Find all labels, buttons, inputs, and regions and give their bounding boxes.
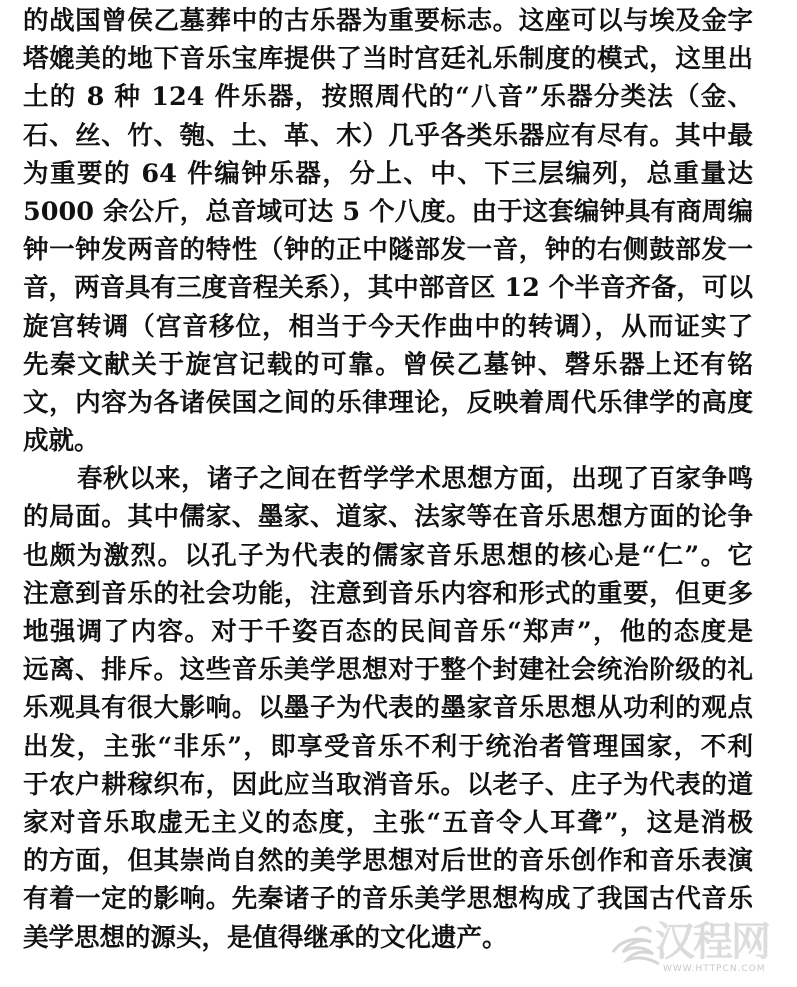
text-line: 塔媲美的地下音乐宝库提供了当时宫廷礼乐制度的模式，这里出 <box>23 44 753 75</box>
text-line: 也颇为激烈。以孔子为代表的儒家音乐思想的核心是“仁”。它 <box>23 540 753 571</box>
text-line: 家对音乐取虚无主义的态度，主张“五音令人耳聋”，这是消极 <box>23 807 753 838</box>
text-line: 成就。 <box>23 426 100 457</box>
paragraph-1 <box>23 2 753 460</box>
text-line: 美学思想的源头，是值得继承的文化遗产。 <box>23 922 508 953</box>
watermark <box>655 920 795 980</box>
paragraph-2 <box>23 460 753 956</box>
text-line: 有着一定的影响。先秦诸子的音乐美学思想构成了我国古代音乐 <box>23 884 753 915</box>
text-line: 出发，主张“非乐”，即享受音乐不利于统治者管理国家，不利 <box>23 731 753 762</box>
text-line: 石、丝、竹、匏、土、革、木）几乎各类乐器应有尽有。其中最 <box>23 120 753 151</box>
watermark-url: WWW.HTTPCN.COM <box>663 964 766 974</box>
text-line: 乐观具有很大影响。以墨子为代表的墨家音乐思想从功利的观点 <box>23 693 753 724</box>
text-line: 于农户耕稼织布，因此应当取消音乐。以老子、庄子为代表的道 <box>23 769 753 800</box>
text-line: 注意到音乐的社会功能，注意到音乐内容和形式的重要，但更多 <box>23 578 753 609</box>
text-line: 的战国曾侯乙墓葬中的古乐器为重要标志。这座可以与埃及金字 <box>23 6 753 36</box>
watermark-logo-text: 汉程网 <box>655 919 769 965</box>
text-line: 土的 8 种 124 件乐器，按照周代的“八音”乐器分类法（金、 <box>23 82 753 113</box>
text-line: 地强调了内容。对于千姿百态的民间音乐“郑声”，他的态度是 <box>23 617 753 647</box>
text-line: 5000 余公斤，总音域可达 5 个八度。由于这套编钟具有商周编 <box>23 196 753 227</box>
text-line: 钟一钟发两音的特性（钟的正中隧部发一音，钟的右侧鼓部发一 <box>23 235 753 266</box>
document-page <box>23 2 753 957</box>
text-line: 的局面。其中儒家、墨家、道家、法家等在音乐思想方面的论争 <box>23 502 753 533</box>
swirl-logo-icon <box>607 922 665 968</box>
text-line: 为重要的 64 件编钟乐器，分上、中、下三层编列，总重量达 <box>23 158 753 189</box>
text-line: 的方面，但其崇尚自然的美学思想对后世的音乐创作和音乐表演 <box>23 846 753 877</box>
text-line: 先秦文献关于旋宫记载的可靠。曾侯乙墓钟、磬乐器上还有铭 <box>23 349 753 380</box>
text-line: 远离、排斥。这些音乐美学思想对于整个封建社会统治阶级的礼 <box>23 655 753 686</box>
text-line: 文，内容为各诸侯国之间的乐律理论，反映着周代乐律学的高度 <box>23 387 753 418</box>
text-line: 旋宫转调（宫音移位，相当于今天作曲中的转调），从而证实了 <box>23 311 753 342</box>
text-line: 春秋以来，诸子之间在哲学学术思想方面，出现了百家争鸣 <box>77 464 753 495</box>
text-line: 音，两音具有三度音程关系），其中部音区 12 个半音齐备，可以 <box>23 273 753 304</box>
